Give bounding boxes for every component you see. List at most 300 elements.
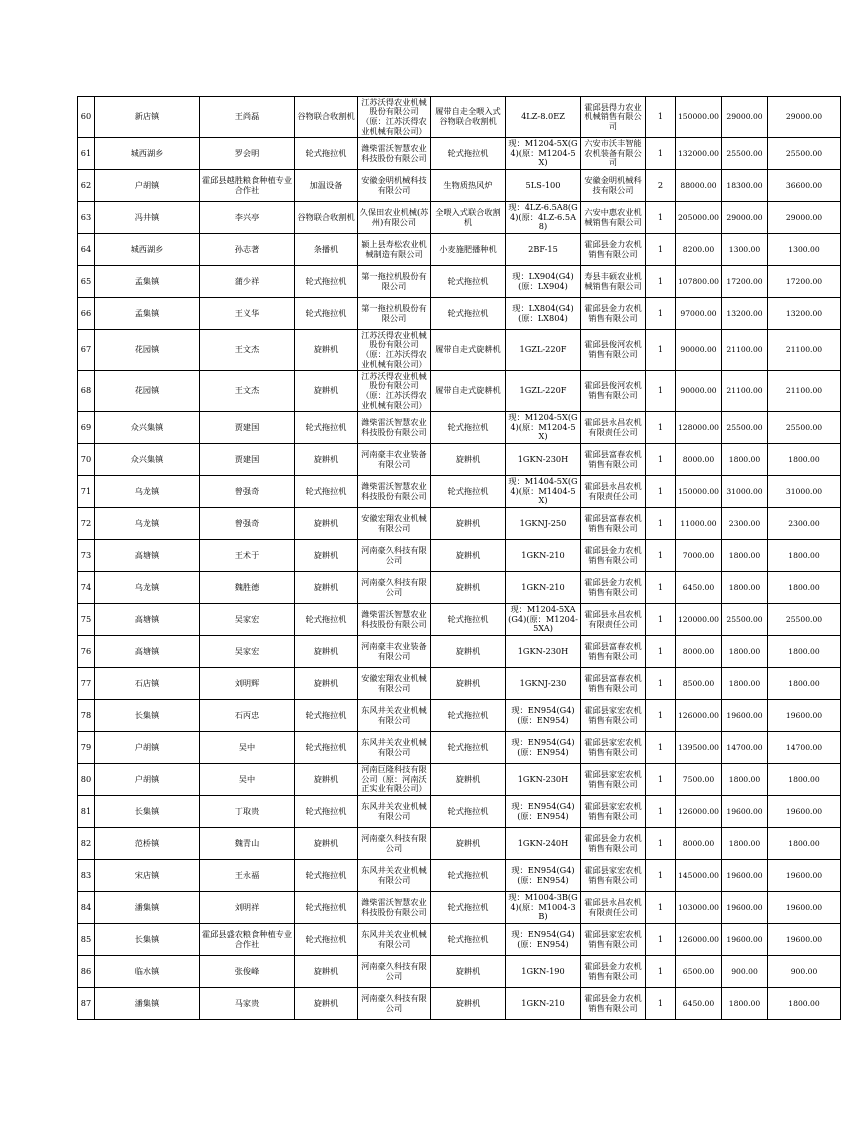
unit-price-cell: 132000.00 (676, 138, 722, 170)
category-cell: 条播机 (295, 234, 358, 266)
buyer-cell: 王义华 (200, 298, 295, 330)
manufacturer-cell: 河南豪久科技有限公司 (358, 540, 431, 572)
total-subsidy-cell: 1800.00 (768, 988, 841, 1020)
manufacturer-cell: 江苏沃得农业机械股份有限公司（原：江苏沃得农业机械有限公司） (358, 330, 431, 371)
buyer-cell: 王文杰 (200, 330, 295, 371)
table-row (78, 700, 841, 732)
product-name-cell: 轮式拖拉机 (431, 796, 506, 828)
table-row (78, 924, 841, 956)
buyer-cell: 曾强奇 (200, 476, 295, 508)
table-row (78, 796, 841, 828)
model-cell: 1GKN-210 (506, 988, 581, 1020)
dealer-cell: 霍邱县富春农机销售有限公司 (581, 636, 646, 668)
model-cell: 现：M1204-5X(G4)(原：M1204-5X) (506, 412, 581, 444)
buyer-cell: 孙志著 (200, 234, 295, 266)
dealer-cell: 霍邱县家宏农机销售有限公司 (581, 732, 646, 764)
manufacturer-cell: 久保田农业机械(苏州)有限公司 (358, 202, 431, 234)
product-name-cell: 轮式拖拉机 (431, 924, 506, 956)
category-cell: 轮式拖拉机 (295, 476, 358, 508)
category-cell: 旋耕机 (295, 540, 358, 572)
dealer-cell: 霍邱县富春农机销售有限公司 (581, 668, 646, 700)
quantity-cell: 1 (646, 371, 676, 412)
unit-price-cell: 120000.00 (676, 604, 722, 636)
total-subsidy-cell: 29000.00 (768, 202, 841, 234)
subsidy-cell: 25500.00 (722, 412, 768, 444)
total-subsidy-cell: 19600.00 (768, 860, 841, 892)
unit-price-cell: 126000.00 (676, 796, 722, 828)
dealer-cell: 霍邱县富春农机销售有限公司 (581, 508, 646, 540)
total-subsidy-cell: 19600.00 (768, 924, 841, 956)
unit-price-cell: 6500.00 (676, 956, 722, 988)
total-subsidy-cell: 19600.00 (768, 796, 841, 828)
category-cell: 谷物联合收割机 (295, 202, 358, 234)
dealer-cell: 霍邱县金力农机销售有限公司 (581, 540, 646, 572)
dealer-cell: 霍邱县金力农机销售有限公司 (581, 828, 646, 860)
dealer-cell: 霍邱县俊河农机销售有限公司 (581, 371, 646, 412)
town-cell: 冯井镇 (95, 202, 200, 234)
row-number: 64 (78, 234, 95, 266)
table-row (78, 138, 841, 170)
subsidy-cell: 19600.00 (722, 924, 768, 956)
town-cell: 范桥镇 (95, 828, 200, 860)
manufacturer-cell: 第一拖拉机股份有限公司 (358, 266, 431, 298)
buyer-cell: 霍邱县越胜粮食种植专业合作社 (200, 170, 295, 202)
product-name-cell: 轮式拖拉机 (431, 892, 506, 924)
dealer-cell: 霍邱县永昌农机有限责任公司 (581, 476, 646, 508)
town-cell: 花园镇 (95, 330, 200, 371)
town-cell: 孟集镇 (95, 266, 200, 298)
manufacturer-cell: 河南豪丰农业装备有限公司 (358, 636, 431, 668)
product-name-cell: 轮式拖拉机 (431, 412, 506, 444)
buyer-cell: 吴家宏 (200, 636, 295, 668)
total-subsidy-cell: 1300.00 (768, 234, 841, 266)
unit-price-cell: 103000.00 (676, 892, 722, 924)
town-cell: 孟集镇 (95, 298, 200, 330)
town-cell: 潘集镇 (95, 892, 200, 924)
table-row (78, 508, 841, 540)
row-number: 87 (78, 988, 95, 1020)
row-number: 69 (78, 412, 95, 444)
row-number: 76 (78, 636, 95, 668)
unit-price-cell: 126000.00 (676, 700, 722, 732)
model-cell: 现：EN954(G4)(原：EN954) (506, 700, 581, 732)
total-subsidy-cell: 17200.00 (768, 266, 841, 298)
quantity-cell: 1 (646, 234, 676, 266)
buyer-cell: 罗会明 (200, 138, 295, 170)
subsidy-cell: 31000.00 (722, 476, 768, 508)
quantity-cell: 1 (646, 604, 676, 636)
table-row (78, 828, 841, 860)
model-cell: 4LZ-8.0EZ (506, 97, 581, 138)
dealer-cell: 六安市沃丰智能农机装备有限公司 (581, 138, 646, 170)
subsidy-cell: 1800.00 (722, 572, 768, 604)
town-cell: 石店镇 (95, 668, 200, 700)
subsidy-cell: 25500.00 (722, 604, 768, 636)
table-row (78, 97, 841, 138)
manufacturer-cell: 潍柴雷沃智慧农业科技股份有限公司 (358, 604, 431, 636)
model-cell: 1GKN-190 (506, 956, 581, 988)
table-row (78, 170, 841, 202)
table-row (78, 298, 841, 330)
product-name-cell: 旋耕机 (431, 508, 506, 540)
category-cell: 轮式拖拉机 (295, 604, 358, 636)
total-subsidy-cell: 25500.00 (768, 412, 841, 444)
subsidy-cell: 18300.00 (722, 170, 768, 202)
town-cell: 户胡镇 (95, 732, 200, 764)
product-name-cell: 旋耕机 (431, 988, 506, 1020)
category-cell: 旋耕机 (295, 764, 358, 796)
model-cell: 1GKNJ-230 (506, 668, 581, 700)
category-cell: 轮式拖拉机 (295, 860, 358, 892)
row-number: 75 (78, 604, 95, 636)
model-cell: 现：4LZ-6.5A8(G4)(原：4LZ-6.5A8) (506, 202, 581, 234)
dealer-cell: 霍邱县永昌农机有限责任公司 (581, 412, 646, 444)
table-row (78, 860, 841, 892)
model-cell: 5LS-100 (506, 170, 581, 202)
category-cell: 加温设备 (295, 170, 358, 202)
subsidy-cell: 1800.00 (722, 828, 768, 860)
quantity-cell: 1 (646, 764, 676, 796)
table-row (78, 412, 841, 444)
table-row (78, 636, 841, 668)
manufacturer-cell: 颍上县寿松农业机械制造有限公司 (358, 234, 431, 266)
dealer-cell: 霍邱县永昌农机有限责任公司 (581, 892, 646, 924)
quantity-cell: 1 (646, 636, 676, 668)
quantity-cell: 1 (646, 956, 676, 988)
product-name-cell: 轮式拖拉机 (431, 266, 506, 298)
subsidy-cell: 19600.00 (722, 700, 768, 732)
row-number: 62 (78, 170, 95, 202)
model-cell: 现：EN954(G4)(原：EN954) (506, 860, 581, 892)
manufacturer-cell: 河南巨隆科技有限公司（原：河南沃正实业有限公司） (358, 764, 431, 796)
row-number: 61 (78, 138, 95, 170)
quantity-cell: 1 (646, 412, 676, 444)
row-number: 82 (78, 828, 95, 860)
table-row (78, 266, 841, 298)
town-cell: 花园镇 (95, 371, 200, 412)
category-cell: 旋耕机 (295, 508, 358, 540)
subsidy-cell: 1800.00 (722, 988, 768, 1020)
category-cell: 旋耕机 (295, 668, 358, 700)
dealer-cell: 霍邱县俊河农机销售有限公司 (581, 330, 646, 371)
row-number: 66 (78, 298, 95, 330)
table-row (78, 330, 841, 371)
quantity-cell: 1 (646, 924, 676, 956)
town-cell: 众兴集镇 (95, 412, 200, 444)
subsidy-table-page (77, 96, 823, 1020)
quantity-cell: 1 (646, 732, 676, 764)
manufacturer-cell: 河南豪久科技有限公司 (358, 572, 431, 604)
category-cell: 轮式拖拉机 (295, 298, 358, 330)
subsidy-cell: 14700.00 (722, 732, 768, 764)
row-number: 85 (78, 924, 95, 956)
dealer-cell: 霍邱县富春农机销售有限公司 (581, 444, 646, 476)
product-name-cell: 轮式拖拉机 (431, 700, 506, 732)
subsidy-cell: 21100.00 (722, 371, 768, 412)
town-cell: 高塘镇 (95, 540, 200, 572)
manufacturer-cell: 江苏沃得农业机械股份有限公司（原：江苏沃得农业机械有限公司） (358, 371, 431, 412)
table-body (78, 97, 841, 1020)
buyer-cell: 蒲少祥 (200, 266, 295, 298)
dealer-cell: 霍邱县永昌农机有限责任公司 (581, 604, 646, 636)
manufacturer-cell: 江苏沃得农业机械股份有限公司（原：江苏沃得农业机械有限公司） (358, 97, 431, 138)
row-number: 78 (78, 700, 95, 732)
dealer-cell: 六安中惠农业机械销售有限公司 (581, 202, 646, 234)
row-number: 83 (78, 860, 95, 892)
subsidy-cell: 1800.00 (722, 540, 768, 572)
subsidy-cell: 19600.00 (722, 860, 768, 892)
category-cell: 旋耕机 (295, 572, 358, 604)
unit-price-cell: 126000.00 (676, 924, 722, 956)
product-name-cell: 履带自走式旋耕机 (431, 330, 506, 371)
total-subsidy-cell: 1800.00 (768, 572, 841, 604)
subsidy-cell: 1300.00 (722, 234, 768, 266)
row-number: 60 (78, 97, 95, 138)
model-cell: 1GKN-240H (506, 828, 581, 860)
row-number: 70 (78, 444, 95, 476)
unit-price-cell: 8000.00 (676, 828, 722, 860)
buyer-cell: 石丙忠 (200, 700, 295, 732)
town-cell: 乌龙镇 (95, 476, 200, 508)
category-cell: 轮式拖拉机 (295, 700, 358, 732)
total-subsidy-cell: 1800.00 (768, 668, 841, 700)
unit-price-cell: 8000.00 (676, 444, 722, 476)
town-cell: 城西湖乡 (95, 234, 200, 266)
model-cell: 1GKN-230H (506, 444, 581, 476)
category-cell: 旋耕机 (295, 371, 358, 412)
table-row (78, 234, 841, 266)
category-cell: 轮式拖拉机 (295, 924, 358, 956)
model-cell: 1GKN-210 (506, 540, 581, 572)
product-name-cell: 旋耕机 (431, 540, 506, 572)
quantity-cell: 1 (646, 892, 676, 924)
total-subsidy-cell: 14700.00 (768, 732, 841, 764)
model-cell: 2BF-15 (506, 234, 581, 266)
model-cell: 现：EN954(G4)(原：EN954) (506, 796, 581, 828)
product-name-cell: 轮式拖拉机 (431, 138, 506, 170)
model-cell: 1GZL-220F (506, 330, 581, 371)
unit-price-cell: 97000.00 (676, 298, 722, 330)
product-name-cell: 旋耕机 (431, 828, 506, 860)
subsidy-cell: 19600.00 (722, 796, 768, 828)
manufacturer-cell: 河南豪久科技有限公司 (358, 956, 431, 988)
category-cell: 轮式拖拉机 (295, 138, 358, 170)
buyer-cell: 吴家宏 (200, 604, 295, 636)
model-cell: 1GKN-230H (506, 764, 581, 796)
quantity-cell: 1 (646, 668, 676, 700)
row-number: 79 (78, 732, 95, 764)
category-cell: 旋耕机 (295, 988, 358, 1020)
total-subsidy-cell: 19600.00 (768, 892, 841, 924)
subsidy-cell: 29000.00 (722, 202, 768, 234)
unit-price-cell: 6450.00 (676, 988, 722, 1020)
subsidy-table (77, 96, 841, 1020)
buyer-cell: 王永福 (200, 860, 295, 892)
total-subsidy-cell: 1800.00 (768, 828, 841, 860)
manufacturer-cell: 河南豪丰农业装备有限公司 (358, 444, 431, 476)
town-cell: 乌龙镇 (95, 508, 200, 540)
buyer-cell: 魏胜德 (200, 572, 295, 604)
quantity-cell: 1 (646, 298, 676, 330)
quantity-cell: 1 (646, 988, 676, 1020)
manufacturer-cell: 潍柴雷沃智慧农业科技股份有限公司 (358, 892, 431, 924)
category-cell: 旋耕机 (295, 330, 358, 371)
total-subsidy-cell: 19600.00 (768, 700, 841, 732)
buyer-cell: 张俊峰 (200, 956, 295, 988)
category-cell: 旋耕机 (295, 828, 358, 860)
model-cell: 现：LX804(G4)(原：LX804) (506, 298, 581, 330)
model-cell: 现：EN954(G4)(原：EN954) (506, 924, 581, 956)
model-cell: 1GKN-210 (506, 572, 581, 604)
product-name-cell: 旋耕机 (431, 956, 506, 988)
unit-price-cell: 88000.00 (676, 170, 722, 202)
category-cell: 谷物联合收割机 (295, 97, 358, 138)
town-cell: 城西湖乡 (95, 138, 200, 170)
subsidy-cell: 29000.00 (722, 97, 768, 138)
product-name-cell: 轮式拖拉机 (431, 298, 506, 330)
buyer-cell: 贾建国 (200, 412, 295, 444)
dealer-cell: 寿县丰硕农业机械销售有限公司 (581, 266, 646, 298)
unit-price-cell: 6450.00 (676, 572, 722, 604)
dealer-cell: 霍邱县家宏农机销售有限公司 (581, 860, 646, 892)
town-cell: 户胡镇 (95, 764, 200, 796)
unit-price-cell: 7000.00 (676, 540, 722, 572)
table-row (78, 732, 841, 764)
table-row (78, 956, 841, 988)
manufacturer-cell: 潍柴雷沃智慧农业科技股份有限公司 (358, 412, 431, 444)
table-row (78, 668, 841, 700)
product-name-cell: 旋耕机 (431, 764, 506, 796)
subsidy-cell: 2300.00 (722, 508, 768, 540)
quantity-cell: 1 (646, 330, 676, 371)
category-cell: 旋耕机 (295, 956, 358, 988)
buyer-cell: 马家贵 (200, 988, 295, 1020)
quantity-cell: 1 (646, 444, 676, 476)
town-cell: 乌龙镇 (95, 572, 200, 604)
quantity-cell: 1 (646, 202, 676, 234)
model-cell: 1GKNJ-250 (506, 508, 581, 540)
buyer-cell: 霍邱县盛农粮食种植专业合作社 (200, 924, 295, 956)
model-cell: 1GKN-230H (506, 636, 581, 668)
quantity-cell: 1 (646, 266, 676, 298)
product-name-cell: 轮式拖拉机 (431, 860, 506, 892)
dealer-cell: 霍邱县得力农业机械销售有限公司 (581, 97, 646, 138)
subsidy-cell: 1800.00 (722, 636, 768, 668)
dealer-cell: 安徽金明机械科技有限公司 (581, 170, 646, 202)
total-subsidy-cell: 1800.00 (768, 764, 841, 796)
model-cell: 现：M1404-5X(G4)(原：M1404-5X) (506, 476, 581, 508)
model-cell: 1GZL-220F (506, 371, 581, 412)
subsidy-cell: 17200.00 (722, 266, 768, 298)
manufacturer-cell: 东风井关农业机械有限公司 (358, 796, 431, 828)
table-row (78, 540, 841, 572)
total-subsidy-cell: 21100.00 (768, 371, 841, 412)
buyer-cell: 吴中 (200, 732, 295, 764)
total-subsidy-cell: 21100.00 (768, 330, 841, 371)
quantity-cell: 1 (646, 700, 676, 732)
subsidy-cell: 21100.00 (722, 330, 768, 371)
product-name-cell: 轮式拖拉机 (431, 476, 506, 508)
product-name-cell: 旋耕机 (431, 668, 506, 700)
table-row (78, 764, 841, 796)
quantity-cell: 1 (646, 508, 676, 540)
buyer-cell: 魏青山 (200, 828, 295, 860)
table-row (78, 988, 841, 1020)
dealer-cell: 霍邱县金力农机销售有限公司 (581, 988, 646, 1020)
town-cell: 众兴集镇 (95, 444, 200, 476)
unit-price-cell: 90000.00 (676, 371, 722, 412)
subsidy-cell: 900.00 (722, 956, 768, 988)
product-name-cell: 生物质热风炉 (431, 170, 506, 202)
town-cell: 户胡镇 (95, 170, 200, 202)
row-number: 84 (78, 892, 95, 924)
row-number: 63 (78, 202, 95, 234)
product-name-cell: 小麦施肥播种机 (431, 234, 506, 266)
dealer-cell: 霍邱县金力农机销售有限公司 (581, 956, 646, 988)
total-subsidy-cell: 36600.00 (768, 170, 841, 202)
total-subsidy-cell: 1800.00 (768, 444, 841, 476)
unit-price-cell: 139500.00 (676, 732, 722, 764)
table-row (78, 444, 841, 476)
manufacturer-cell: 安徽宏翔农业机械有限公司 (358, 508, 431, 540)
buyer-cell: 王文杰 (200, 371, 295, 412)
product-name-cell: 轮式拖拉机 (431, 732, 506, 764)
subsidy-cell: 13200.00 (722, 298, 768, 330)
quantity-cell: 1 (646, 860, 676, 892)
buyer-cell: 刘明辉 (200, 668, 295, 700)
total-subsidy-cell: 1800.00 (768, 636, 841, 668)
buyer-cell: 李兴亭 (200, 202, 295, 234)
quantity-cell: 1 (646, 97, 676, 138)
buyer-cell: 丁取贵 (200, 796, 295, 828)
row-number: 65 (78, 266, 95, 298)
total-subsidy-cell: 1800.00 (768, 540, 841, 572)
row-number: 71 (78, 476, 95, 508)
row-number: 74 (78, 572, 95, 604)
table-row (78, 202, 841, 234)
product-name-cell: 旋耕机 (431, 572, 506, 604)
manufacturer-cell: 东风井关农业机械有限公司 (358, 860, 431, 892)
category-cell: 轮式拖拉机 (295, 412, 358, 444)
dealer-cell: 霍邱县金力农机销售有限公司 (581, 572, 646, 604)
quantity-cell: 1 (646, 540, 676, 572)
unit-price-cell: 7500.00 (676, 764, 722, 796)
subsidy-cell: 19600.00 (722, 892, 768, 924)
town-cell: 高塘镇 (95, 604, 200, 636)
unit-price-cell: 8200.00 (676, 234, 722, 266)
buyer-cell: 曾强奇 (200, 508, 295, 540)
category-cell: 轮式拖拉机 (295, 266, 358, 298)
unit-price-cell: 90000.00 (676, 330, 722, 371)
unit-price-cell: 107800.00 (676, 266, 722, 298)
model-cell: 现：M1004-3B(G4)(原：M1004-3B) (506, 892, 581, 924)
town-cell: 潘集镇 (95, 988, 200, 1020)
table-row (78, 476, 841, 508)
quantity-cell: 1 (646, 138, 676, 170)
unit-price-cell: 11000.00 (676, 508, 722, 540)
model-cell: 现：LX904(G4)(原：LX904) (506, 266, 581, 298)
manufacturer-cell: 河南豪久科技有限公司 (358, 828, 431, 860)
total-subsidy-cell: 13200.00 (768, 298, 841, 330)
quantity-cell: 1 (646, 796, 676, 828)
total-subsidy-cell: 29000.00 (768, 97, 841, 138)
dealer-cell: 霍邱县金力农机销售有限公司 (581, 298, 646, 330)
manufacturer-cell: 潍柴雷沃智慧农业科技股份有限公司 (358, 476, 431, 508)
subsidy-cell: 1800.00 (722, 444, 768, 476)
buyer-cell: 刘明祥 (200, 892, 295, 924)
row-number: 67 (78, 330, 95, 371)
table-row (78, 572, 841, 604)
